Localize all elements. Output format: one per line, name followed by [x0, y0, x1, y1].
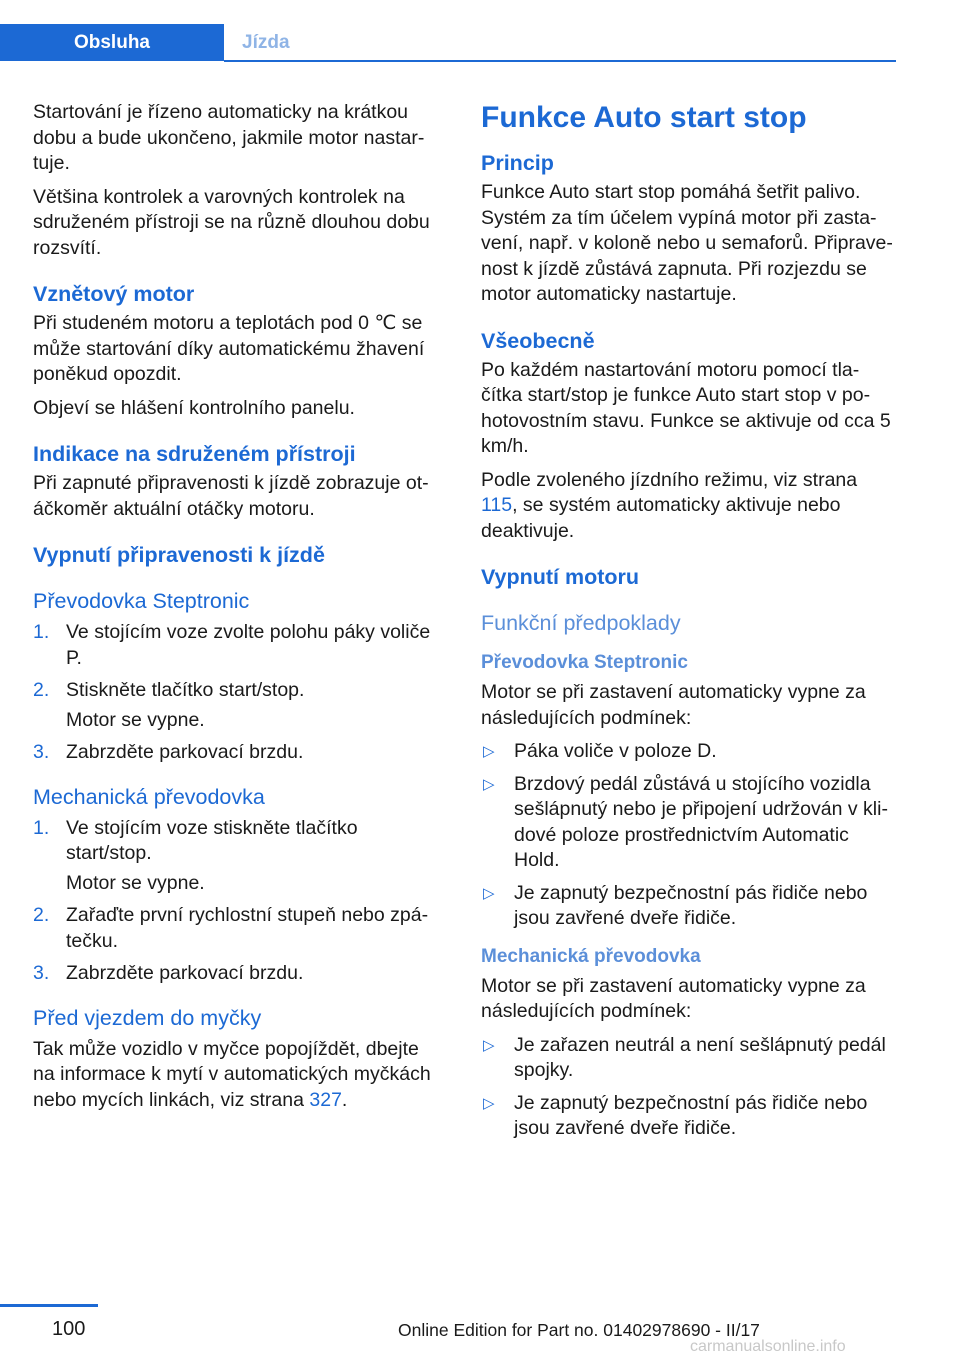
tab-jizda[interactable]: Jízda: [242, 31, 290, 53]
step-text: Zabrzděte parkovací brzdu.: [66, 962, 304, 984]
watermark: carmanualsonline.info: [690, 1338, 846, 1355]
header-rule: [224, 60, 896, 62]
right-column: [481, 100, 897, 1150]
heading-general: Všeobecně: [481, 328, 595, 353]
step-text: Zabrzděte parkovací brzdu.: [66, 741, 304, 763]
list-item: [33, 678, 439, 733]
chapter-tabs: [0, 24, 290, 61]
list-item: [481, 739, 897, 765]
condition-text: Páka voliče v poloze D.: [514, 740, 717, 762]
heading-steptronic: Převodovka Steptronic: [33, 589, 250, 613]
page-link-327[interactable]: 327: [309, 1088, 342, 1111]
edition-text: Online Edition for Part no. 01402978690 - II/17: [398, 1320, 760, 1340]
steptronic-steps: [33, 620, 439, 766]
heading-engine-off: Vypnutí motoru: [481, 565, 640, 589]
left-column: [33, 100, 439, 1121]
condition-text: Brzdový pedál zůstává u stojícího vozidla sešlápnutý nebo je připojení udržován v kli‐dové poloze prostřednictvím Automatic Hold.: [514, 772, 888, 871]
manual-conditions-intro: Motor se při zastavení automaticky vypne za následujících podmínek:: [481, 974, 866, 1022]
steptronic-conditions: [481, 739, 897, 932]
list-item: [33, 740, 439, 766]
step-number: 1.: [33, 621, 50, 643]
triangle-bullet-icon: ▷: [483, 775, 495, 793]
step-text: Ve stojícím voze zvolte polohu páky voliče P.: [66, 621, 431, 669]
page-link-115[interactable]: 115: [481, 494, 513, 516]
heading-carwash: Před vjezdem do myčky: [33, 1005, 262, 1030]
carwash-paragraph: [33, 1037, 439, 1114]
step-number: 1.: [33, 816, 50, 839]
heading-principle: Princip: [481, 151, 554, 175]
heading-steptronic-conditions: Převodovka Steptronic: [481, 652, 688, 673]
heading-switch-off: Vypnutí připravenosti k jízdě: [33, 543, 325, 567]
tab-obsluha[interactable]: Obsluha: [0, 24, 224, 61]
carwash-text: Tak může vozidlo v myčce popojíždět, dbejte na informace k mytí v automatických myčkách nebo mycích linkách, viz strana: [33, 1037, 431, 1111]
section-title: Funkce Auto start stop: [481, 101, 807, 134]
condition-text: Je zařazen neutrál a není sešlápnutý pedál spojky.: [514, 1033, 886, 1081]
diesel-paragraph-2: Objeví se hlášení kontrolního panelu.: [33, 396, 355, 419]
intro-paragraph-1: Startování je řízeno automaticky na krátkou dobu a bude ukončeno, jakmile motor nastar‐tuje.: [33, 101, 425, 174]
manual-conditions: [481, 1033, 897, 1142]
general-paragraph-2: [481, 468, 897, 545]
list-item: [33, 816, 439, 897]
triangle-bullet-icon: ▷: [483, 884, 495, 902]
step-text: Zařaďte první rychlostní stupeň nebo zpá‐tečku.: [66, 904, 429, 952]
heading-manual: Mechanická převodovka: [33, 784, 265, 809]
cluster-paragraph: Při zapnuté připravenosti k jízdě zobrazuje ot‐áčkoměr aktuální otáčky motoru.: [33, 472, 429, 520]
general-text: Podle zvoleného jízdního režimu, viz strana: [481, 468, 858, 491]
list-item: [33, 620, 439, 671]
heading-diesel: Vznětový motor: [33, 282, 195, 306]
step-text: Ve stojícím voze stiskněte tlačítko start/stop.: [66, 816, 358, 864]
list-item: [481, 772, 897, 874]
list-item: [481, 1091, 897, 1142]
heading-cluster: Indikace na sdruženém přístroji: [33, 442, 356, 466]
steptronic-conditions-intro: Motor se při zastavení automaticky vypne za následujících podmínek:: [481, 681, 866, 729]
list-item: [481, 881, 897, 932]
diesel-paragraph-1: Při studeném motoru a teplotách pod 0 ℃ se může startování díky automatickému žhavení poněkud opozdit.: [33, 312, 425, 385]
footer-rule: [0, 1304, 98, 1307]
general-text-end: , se systém automaticky aktivuje nebo deaktivuje.: [481, 494, 841, 542]
page-number: 100: [52, 1318, 86, 1340]
general-paragraph-1: Po každém nastartování motoru pomocí tla‐čítka start/stop je funkce Auto start stop v po‐hotovostním stavu. Funkce se aktivuje od cca 5 km/h.: [481, 358, 891, 457]
heading-manual-conditions: Mechanická převodovka: [481, 945, 701, 967]
intro-paragraph-2: Většina kontrolek a varovných kontrolek na sdruženém přístroji se na různě dlouhou dobu rozsvítí.: [33, 185, 430, 259]
step-result: Motor se vypne.: [66, 871, 205, 894]
condition-text: Je zapnutý bezpečnostní pás řidiče nebo jsou zavřené dveře řidiče.: [514, 1091, 868, 1139]
step-number: 3.: [33, 962, 50, 984]
list-item: [33, 961, 439, 987]
triangle-bullet-icon: ▷: [483, 743, 495, 760]
step-number: 2.: [33, 679, 50, 701]
step-number: 2.: [33, 904, 50, 926]
condition-text: Je zapnutý bezpečnostní pás řidiče nebo jsou zavřené dveře řidiče.: [514, 881, 868, 929]
step-result: Motor se vypne.: [66, 708, 205, 731]
heading-prerequisites: Funkční předpoklady: [481, 611, 681, 635]
step-text: Stiskněte tlačítko start/stop.: [66, 679, 305, 701]
list-item: [33, 903, 439, 954]
triangle-bullet-icon: ▷: [483, 1094, 495, 1112]
carwash-text-end: .: [341, 1088, 348, 1111]
list-item: [481, 1033, 897, 1084]
principle-paragraph: Funkce Auto start stop pomáhá šetřit palivo. Systém za tím účelem vypíná motor při zasta‐vení, např. v koloně nebo u semaforů. Připrave‐nost k jízdě zůstává zapnuta. Při rozjezdu se motor automaticky nastartuje.: [481, 181, 893, 305]
step-number: 3.: [33, 741, 50, 763]
manual-steps: [33, 816, 439, 987]
triangle-bullet-icon: ▷: [483, 1036, 495, 1054]
